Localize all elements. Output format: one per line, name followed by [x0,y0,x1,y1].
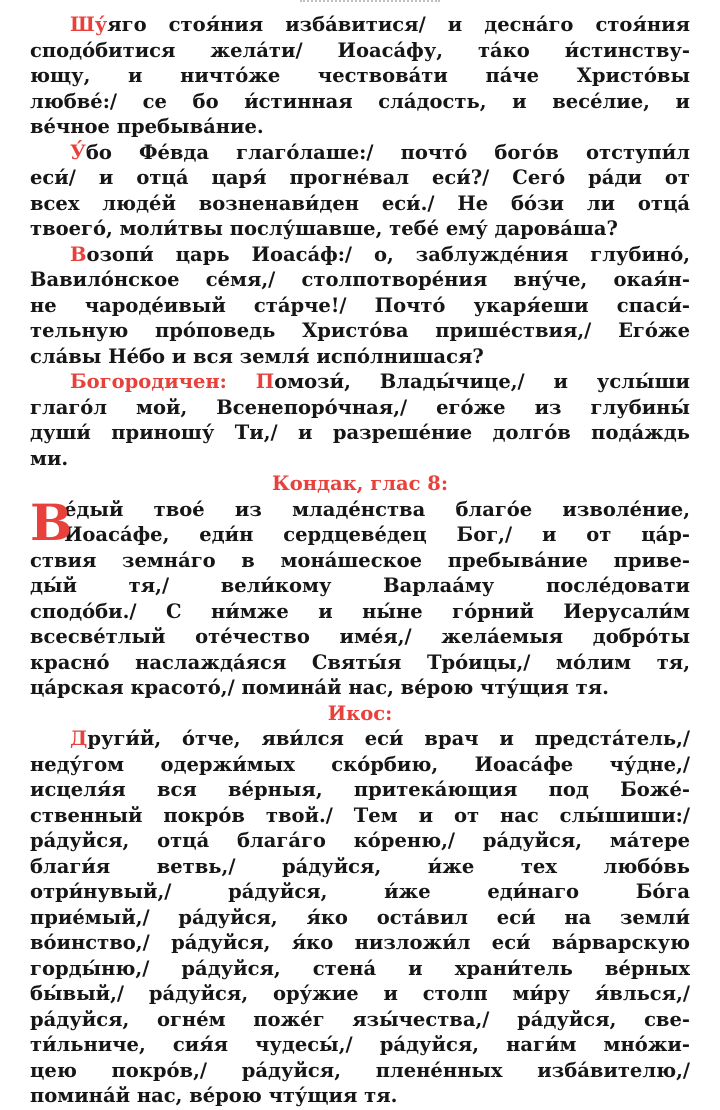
line-text: исцеля́я вся ве́рныя, притека́ющия под Боже́- [30,778,690,801]
text-line [30,242,690,268]
kontakion-paragraph [30,492,690,701]
line-text: Иоаса́фе, еди́н сердцеве́дец Бог,/ и от ца́р- [64,523,690,546]
paragraph [30,140,690,242]
line-text: твоего́, моли́твы послу́шавше, тебе́ ему́ дарова́ша? [30,217,618,240]
line-text: ти́льниче, сия́я чудесы́,/ ра́дуйся, наги́м мно́жи- [30,1033,690,1056]
line-text: тельную про́поведь Христо́ва прише́ствия,/ Его́же [30,319,690,342]
text-line [30,89,690,115]
text-line [30,191,690,217]
line-text: ра́дуйся, отца́ блага́го ко́реню,/ ра́дуйся, ма́тере [30,829,690,852]
red-initial: Д [70,727,88,750]
text-line [30,828,690,854]
line-text: ми. [30,446,69,470]
text-line [30,650,690,676]
line-text: ́яго стоя́ния изба́витися/ и десна́го стоя́ния [107,13,690,36]
line-text: еси́/ и отца́ царя́ прогне́вал еси́?/ Сего́ ра́ди от [30,166,690,189]
text-line [30,522,690,548]
line-text: сла́вы Не́бо и вся земля́ испо́лнишася? [30,344,484,368]
text-line [30,12,690,38]
line-text: озопи́ царь Иоаса́ф:/ о, заблужде́ния глубино́, [86,242,690,266]
red-initial: П [255,370,275,393]
text-line [30,1083,690,1109]
text-line [30,1007,690,1033]
paragraph [30,242,690,370]
line-text: ющу, и ничто́же чествова́ти па́че Христо́вы [30,64,690,87]
red-initial: Шу [70,13,108,36]
line-text: во́инство,/ ра́дуйся, я́ко низложи́л еси́ ва́рварскую [30,931,690,954]
line-text: не чароде́ивый ста́рче!/ Почто́ укаря́еши спаси́- [30,293,690,317]
text-line [30,675,690,701]
line-text: ца́рская красото́,/ помина́й нас, ве́рою чту́щия тя. [30,676,609,699]
text-line [30,905,690,931]
text-line [30,63,690,89]
top-edge-mark [300,0,440,5]
line-text: красно́ наслажда́яся Святы́я Тро́ицы,/ мо́лим тя, [30,650,690,674]
text-line [30,267,690,293]
line-text: всех люде́й возненави́ден еси́./ Не бо́зи ли отца́ [30,191,690,215]
line-text: омози́, Влады́чице,/ и услы́ши [274,370,690,393]
text-line [30,420,690,446]
text-line [30,930,690,956]
section-heading: Кондак, глас 8: [271,472,449,495]
line-text: неду́гом одержи́мых ско́рбию, Иоаса́фе чу́дне,/ [30,752,690,776]
line-text: любве́:/ се бо и́стинная сла́дость, и весе́лие, и [30,89,690,113]
text-line [30,573,690,599]
text-line [30,114,690,140]
line-text: благи́я ветвь,/ ра́дуйся, и́же тех любо́вь [30,854,690,878]
red-initial: У [70,140,86,164]
text-line [30,293,690,319]
paragraph [30,369,690,471]
paragraph [30,726,690,1109]
text-line [30,446,690,472]
text-line [30,344,690,370]
line-text: сподо́битися жела́ти/ Иоаса́фу, та́ко и́стинству- [30,38,690,62]
line-text: Вавило́нское се́мя,/ столпотворе́ния вну́че, окая́н- [30,268,690,291]
line-text: прие́мый,/ ра́дуйся, я́ко оста́вил еси́ на земли́ [30,905,690,929]
text-line [30,548,690,574]
line-text: ра́дуйся, огне́м поже́г язы́чества,/ ра́дуйся, све- [30,1007,690,1031]
line-text: глаго́л мой, Всенепоро́чная,/ его́же из глубины́ [30,395,690,419]
text-line [30,752,690,778]
text-line [30,497,690,523]
text-block [30,12,690,1109]
text-line [30,318,690,344]
text-line [30,216,690,242]
line-text: отри́нувый,/ ра́дуйся, и́же еди́наго Бо́га [30,880,690,903]
line-text: ственный покро́в твой./ Тем и от нас слы́шиши:/ [30,803,690,827]
text-line [30,803,690,829]
text-line [30,1032,690,1058]
text-line [30,599,690,625]
rubric-label: Богородичен: [70,370,256,393]
text-line [30,369,690,395]
line-text: ве́чное пребыва́ние. [30,115,264,138]
drop-cap-initial: В [30,492,73,552]
line-text: всесве́тлый оте́чество име́я,/ жела́емыя добро́ты [30,625,690,648]
text-line [30,956,690,982]
text-line [30,165,690,191]
line-text: цею покро́в,/ ра́дуйся, плене́нных изба́вителю,/ [30,1058,690,1082]
text-line [30,624,690,650]
line-text: бы́вый,/ ра́дуйся, ору́жие и столп ми́ру я́влься,/ [30,982,690,1005]
line-text: руги́й, о́тче, яви́лся еси́ врач и предста́тель,/ [87,727,690,750]
paragraph [30,12,690,140]
text-line [30,395,690,421]
text-line [30,981,690,1007]
text-line [30,1058,690,1084]
text-line [30,854,690,880]
line-text: горды́ню,/ ра́дуйся, стена́ и храни́тель ве́рных [30,956,690,980]
line-text: е́дый твое́ из младе́нства благо́е изволе́ние, [64,497,690,521]
text-line [30,38,690,64]
text-line [30,879,690,905]
text-line [30,726,690,752]
line-text: сподо́би./ С ни́мже и ны́не го́рний Иерусали́м [30,599,690,623]
section-heading: Икос: [327,701,393,725]
line-text: помина́й нас, ве́рою чту́щия тя. [30,1084,398,1107]
line-text: ды́й тя,/ вели́кому Варлаа́му после́довати [30,574,690,597]
text-line [30,140,690,166]
line-text: ствия земна́го в мона́шеское пребыва́ние приве- [30,548,690,572]
line-text: ́бо Фе́вда глаго́лаше:/ почто́ бого́в отступи́л [85,140,690,164]
text-line [30,777,690,803]
line-text: души́ приношу́ Ти,/ и разреше́ние долго́в пода́ждь [30,421,690,444]
red-initial: В [70,242,87,266]
